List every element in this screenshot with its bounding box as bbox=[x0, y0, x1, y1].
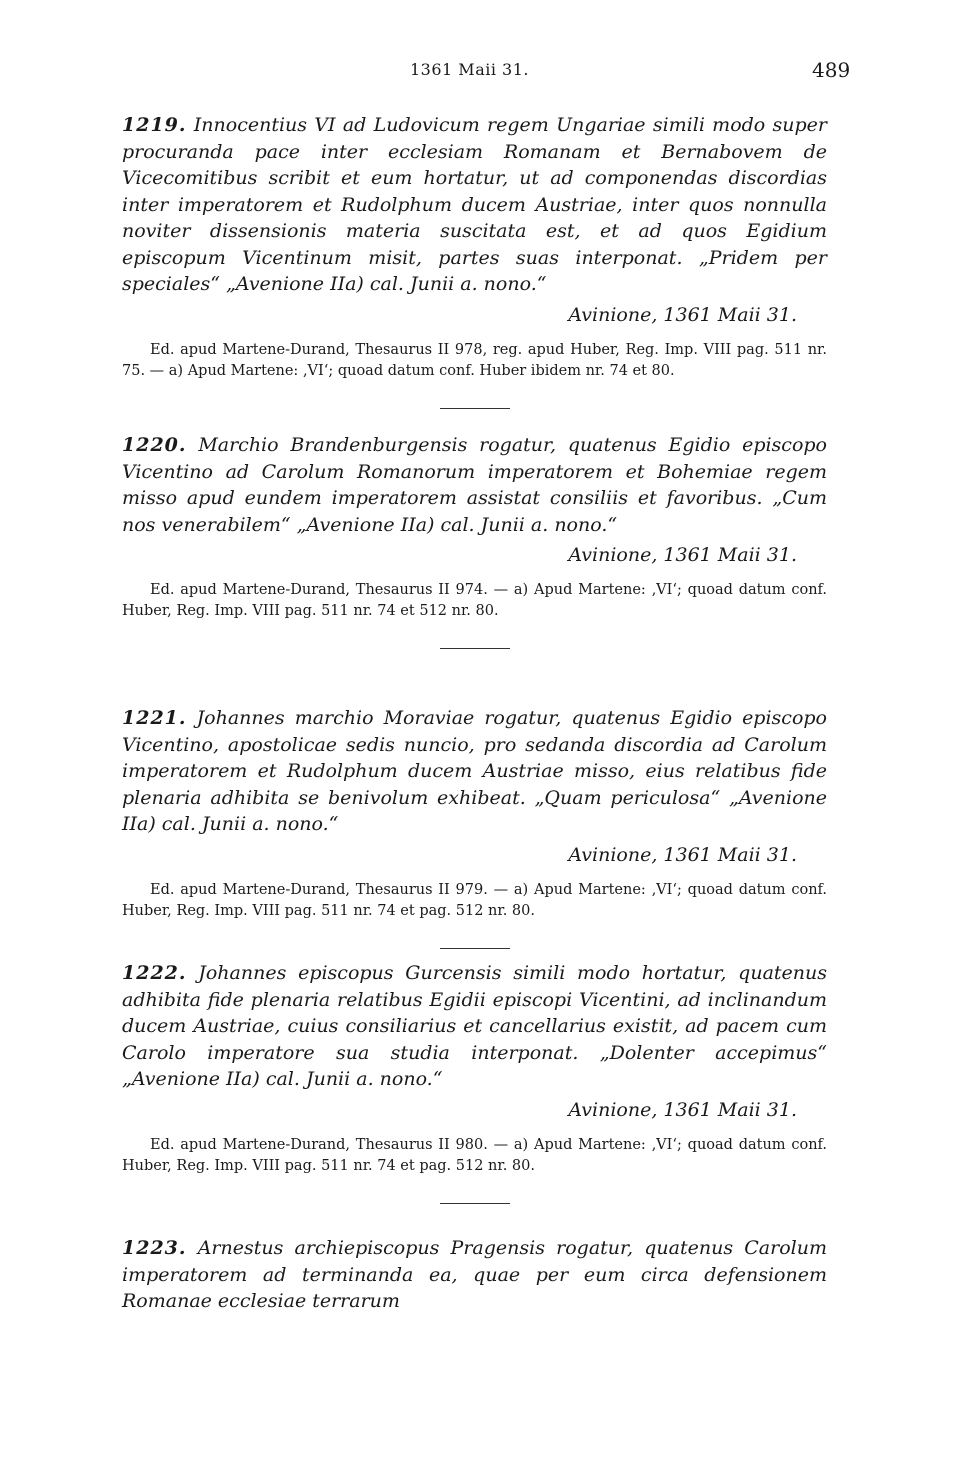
entry-1220 bbox=[122, 432, 827, 649]
entry-summary: Johannes episcopus Gurcensis simili modo hortatur, quatenus adhibita fide plenaria relatibus Egidii episcopi Vicentini, ad inclinandum ducem Austriae, cuius consiliarius et cancellarius existit, ad pacem cum Carolo imperatore sua studia interponat. bbox=[122, 962, 828, 1064]
entry-regest bbox=[122, 705, 827, 838]
entry-1223 bbox=[122, 1235, 827, 1315]
entry-regest bbox=[122, 1235, 827, 1315]
entry-number: 1220. bbox=[122, 434, 187, 456]
entry-edition-note: Ed. apud Martene-Durand, Thesaurus II 980. — a) Apud Martene: ‚VI‘; quoad datum conf. Huber, Reg. Imp. VIII pag. 511 nr. 74 et pag. 512 nr. 80. bbox=[122, 1136, 827, 1174]
page-number: 489 bbox=[812, 58, 851, 82]
entry-incipit: „Cum nos venerabilem“ „Avenione IIa) cal. Junii a. nono.“ bbox=[122, 487, 827, 536]
entry-separator bbox=[440, 1203, 510, 1204]
entry-number: 1219. bbox=[122, 114, 187, 136]
entry-summary: Arnestus archiepiscopus Pragensis rogatur, quatenus Carolum imperatorem ad terminanda ea, quae per eum circa defensionem Romanae ecclesiae terrarum bbox=[122, 1237, 827, 1312]
entry-edition-note: Ed. apud Martene-Durand, Thesaurus II 979. — a) Apud Martene: ‚VI‘; quoad datum conf. Huber, Reg. Imp. VIII pag. 511 nr. 74 et pag. 512 nr. 80. bbox=[122, 881, 827, 919]
entry-summary: Johannes marchio Moraviae rogatur, quatenus Egidio episcopo Vicentino, apostolicae sedis nuncio, pro sedanda discordia ad Carolum imperatorem et Rudolphum ducem Austriae misso, eius relatibus fide plenaria adhibita se benivolum exhibeat. bbox=[122, 707, 827, 809]
entry-incipit: „Pridem per speciales“ „Avenione IIa) cal. Junii a. nono.“ bbox=[122, 246, 827, 295]
entry-edition-note: Ed. apud Martene-Durand, Thesaurus II 974. — a) Apud Martene: ‚VI‘; quoad datum conf. Huber, Reg. Imp. VIII pag. 511 nr. 74 et 512 nr. 80. bbox=[122, 582, 827, 619]
entry-summary: Marchio Brandenburgensis rogatur, quatenus Egidio episcopo Vicentino ad Carolum Romanorum imperatorem et Bohemiae regem misso apud eundem imperatorem assistat consiliis et favoribus. bbox=[122, 434, 827, 509]
entry-number: 1222. bbox=[122, 962, 187, 984]
entry-separator bbox=[440, 648, 510, 649]
entry-1222 bbox=[122, 960, 827, 1204]
entry-date: Avinione, 1361 Maii 31. bbox=[568, 1098, 797, 1121]
entry-number: 1223. bbox=[122, 1237, 187, 1259]
entry-1219 bbox=[122, 112, 827, 409]
entry-incipit: „Dolenter accepimus“ „Avenione IIa) cal. Junii a. nono.“ bbox=[122, 1041, 827, 1090]
entry-number: 1221. bbox=[122, 707, 187, 729]
entry-separator bbox=[440, 948, 510, 949]
entry-incipit: „Quam periculosa“ „Avenione IIa) cal. Junii a. nono.“ bbox=[122, 786, 827, 835]
running-head-title: 1361 Maii 31. bbox=[410, 60, 529, 79]
entry-edition-note: Ed. apud Martene-Durand, Thesaurus II 978, reg. apud Huber, Reg. Imp. VIII pag. 511 nr. 75. — a) Apud Martene: ‚VI‘; quoad datum conf. Huber ibidem nr. 74 et 80. bbox=[122, 341, 827, 379]
entry-regest bbox=[122, 112, 827, 298]
entry-regest bbox=[122, 432, 827, 538]
entry-regest bbox=[122, 960, 827, 1093]
entry-summary: Innocentius VI ad Ludovicum regem Ungariae simili modo super procuranda pace inter ecclesiam Romanam et Bernabovem de Vicecomitibus scribit et eum hortatur, ut ad componendas discordias inter imperatorem et Rudolphum ducem Austriae, inter quos nonnulla noviter dissensionis materia suscitata est, et ad quos Egidium episcopum Vicentinum misit, partes suas interponat. bbox=[122, 114, 828, 269]
entry-date: Avinione, 1361 Maii 31. bbox=[568, 843, 797, 866]
entry-date: Avinione, 1361 Maii 31. bbox=[568, 544, 797, 566]
entry-separator bbox=[440, 408, 510, 409]
entry-date: Avinione, 1361 Maii 31. bbox=[568, 303, 797, 326]
running-head bbox=[0, 60, 960, 88]
entry-1221 bbox=[122, 705, 827, 949]
